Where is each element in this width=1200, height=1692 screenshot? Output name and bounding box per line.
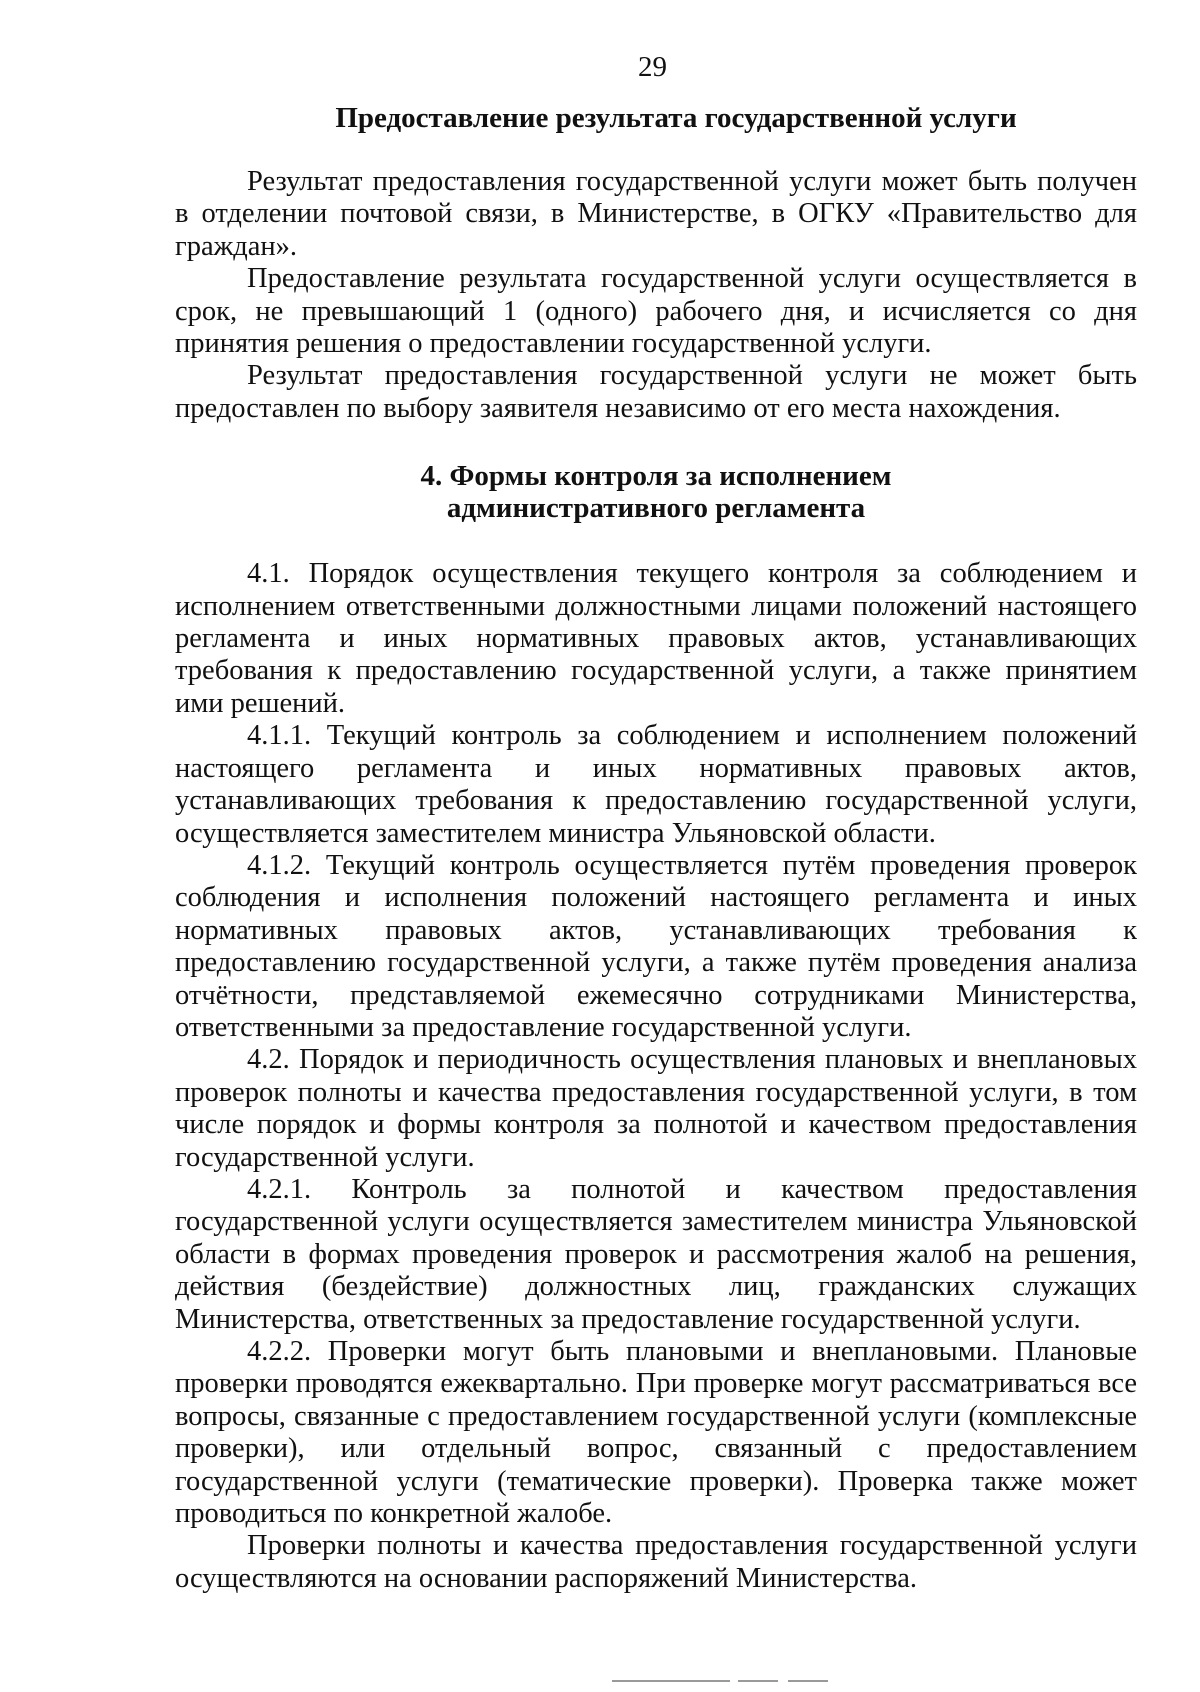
paragraph-inspections-basis: Проверки полноты и качества предоставления государственной услуги осуществляются на основании распоряжений Министерства. — [175, 1530, 1137, 1594]
paragraph-4-2-2: 4.2.2. Проверки могут быть плановыми и внеплановыми. Плановые проверки проводятся ежеквартально. При проверке могут рассматриваться все вопросы, связанные с предоставлением государственной услуги (комплексные проверки), или отдельный вопрос, связанный с предоставлением государственной услуги (тематические проверки). Проверка также может проводиться по конкретной жалобе. — [175, 1336, 1137, 1530]
spacer — [175, 425, 1137, 460]
section-title-line-2: административного регламента — [446, 492, 866, 525]
spacer — [175, 524, 1137, 558]
paragraph-result-exterritorial: Результат предоставления государственной услуги не может быть предоставлен по выбору заявителя независимо от его места нахождения. — [175, 360, 1137, 424]
paragraph-4-1-2: 4.1.2. Текущий контроль осуществляется путём проведения проверок соблюдения и исполнения положений настоящего регламента и иных нормативных правовых актов, устанавливающих требования к предоставлению государственной услуги, а также путём проведения анализа отчётности, представляемой ежемесячно сотрудниками Министерства, ответственными за предоставление государственной услуги. — [175, 849, 1137, 1043]
scan-artifact-line — [738, 1680, 778, 1682]
scan-artifact-line — [788, 1680, 828, 1682]
paragraph-4-1: 4.1. Порядок осуществления текущего контроля за соблюдением и исполнением ответственными должностными лицами положений настоящего регламента и иных нормативных правовых актов, устанавливающих требования к предоставлению государственной услуги, а также принятием ими решений. — [175, 558, 1137, 719]
paragraph-result-received: Результат предоставления государственной услуги может быть получен в отделении почтовой связи, в Министерстве, в ОГКУ «Правительство для граждан». — [175, 166, 1137, 262]
paragraph-4-2: 4.2. Порядок и периодичность осуществления плановых и внеплановых проверок полноты и качества предоставления государственной услуги, в том числе порядок и формы контроля за полнотой и качеством предоставления государственной услуги. — [175, 1044, 1137, 1173]
scan-artifact-line — [612, 1680, 730, 1682]
paragraph-4-2-1: 4.2.1. Контроль за полнотой и качеством предоставления государственной услуги осуществляется заместителем министра Ульяновской области в формах проведения проверок и рассмотрения жалоб на решения, действия (бездействие) должностных лиц, гражданских служащих Министерства, ответственных за предоставление государственной услуги. — [175, 1173, 1137, 1335]
document-body — [175, 102, 1137, 1595]
page-number: 29 — [638, 51, 667, 83]
paragraph-result-deadline: Предоставление результата государственной услуги осуществляется в срок, не превышающий 1 (одного) рабочего дня, и исчисляется со дня принятия решения о предоставлении государственной услуги. — [175, 263, 1137, 360]
section-title-result-provision: Предоставление результата государственной услуги — [335, 102, 1017, 134]
paragraph-4-1-1: 4.1.1. Текущий контроль за соблюдением и исполнением положений настоящего регламента и иных нормативных правовых актов, устанавливающих требования к предоставлению государственной услуги, осуществляется заместителем министра Ульяновской области. — [175, 720, 1137, 849]
spacer — [175, 134, 1137, 166]
section-title-control-forms — [175, 460, 1137, 524]
section-title-line-1: 4. Формы контроля за исполнением — [420, 460, 892, 493]
